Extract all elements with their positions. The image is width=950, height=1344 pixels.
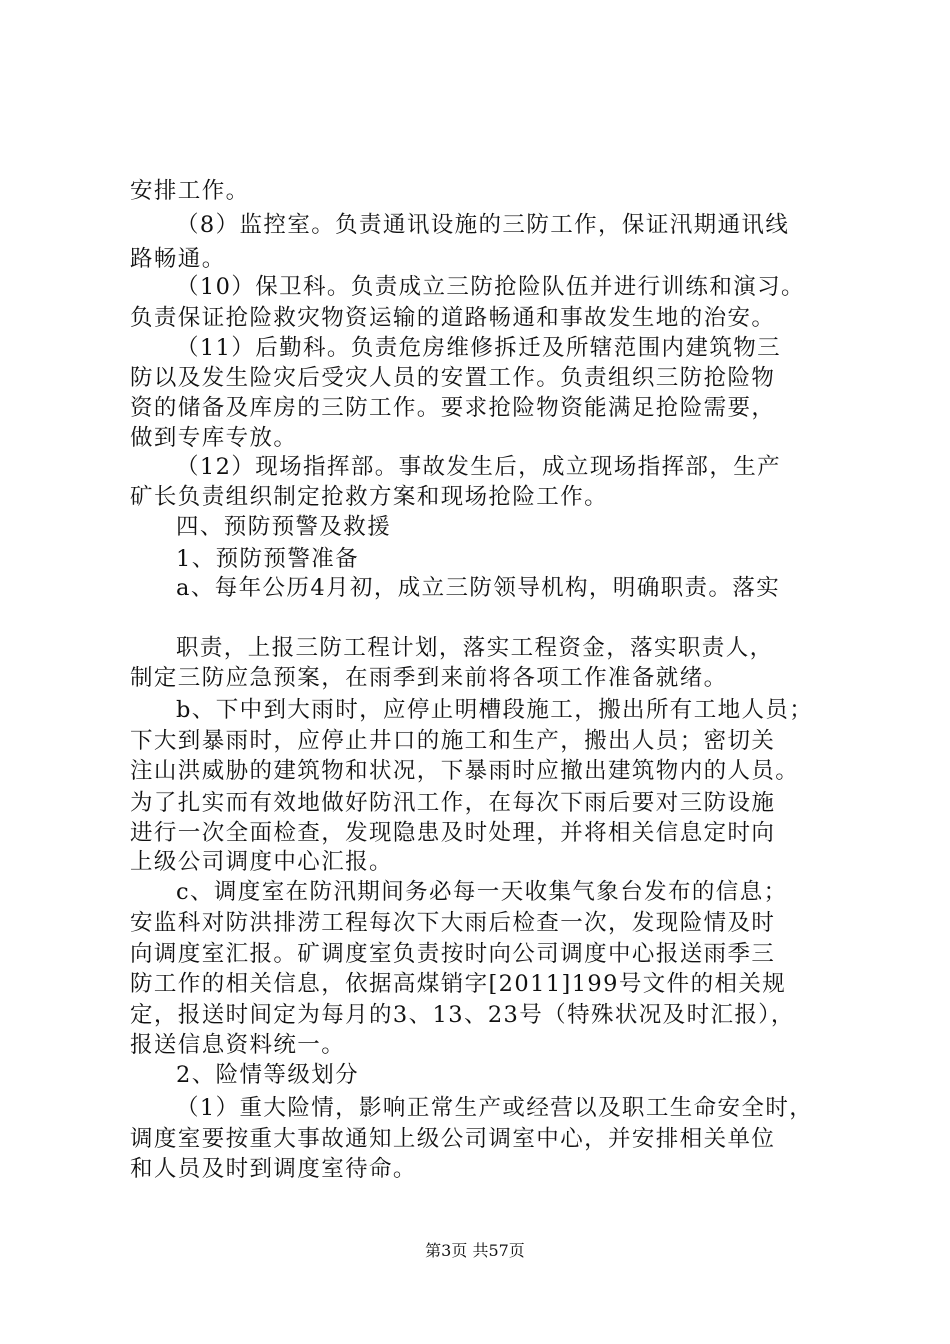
text-line: （11）后勤科。负责危房维修拆迁及所辖范围内建筑物三 bbox=[176, 335, 782, 361]
subsection-heading: 1、预防预警准备 bbox=[176, 546, 360, 572]
text-line: a、每年公历4月初，成立三防领导机构，明确职责。落实 bbox=[176, 575, 781, 601]
text-line: （10）保卫科。负责成立三防抢险队伍并进行训练和演习。 bbox=[176, 274, 805, 300]
text-line: 做到专库专放。 bbox=[130, 425, 298, 451]
text-line: 资的储备及库房的三防工作。要求抢险物资能满足抢险需要， bbox=[130, 395, 776, 421]
text-line: 进行一次全面检查，发现隐患及时处理，并将相关信息定时向 bbox=[130, 820, 776, 846]
text-line: （12）现场指挥部。事故发生后，成立现场指挥部，生产 bbox=[176, 454, 782, 480]
text-line: 防工作的相关信息，依据高煤销字[2011]199号文件的相关规 bbox=[130, 971, 787, 997]
text-line: 矿长负责组织制定抢救方案和现场抢险工作。 bbox=[130, 484, 609, 510]
text-line: 防以及发生险灾后受灾人员的安置工作。负责组织三防抢险物 bbox=[130, 365, 776, 391]
text-line: 调度室要按重大事故通知上级公司调室中心，并安排相关单位 bbox=[130, 1126, 776, 1152]
text-line: 负责保证抢险救灾物资运输的道路畅通和事故发生地的治安。 bbox=[130, 305, 776, 331]
text-line: 向调度室汇报。矿调度室负责按时向公司调度中心报送雨季三 bbox=[130, 941, 776, 967]
text-line: 注山洪威胁的建筑物和状况，下暴雨时应撤出建筑物内的人员。 bbox=[130, 758, 800, 784]
text-line: （8）监控室。负责通讯设施的三防工作，保证汛期通讯线 bbox=[176, 212, 790, 238]
text-line: 下大到暴雨时，应停止井口的施工和生产，搬出人员；密切关 bbox=[130, 728, 776, 754]
section-heading: 四、预防预警及救援 bbox=[176, 514, 392, 540]
text-line: （1）重大险情，影响正常生产或经营以及职工生命安全时， bbox=[176, 1095, 814, 1121]
subsection-heading: 2、险情等级划分 bbox=[176, 1062, 360, 1088]
text-line: 报送信息资料统一。 bbox=[130, 1032, 346, 1058]
text-line: 职责，上报三防工程计划，落实工程资金，落实职责人， bbox=[176, 635, 774, 661]
text-line: 路畅通。 bbox=[130, 246, 226, 272]
text-line: 上级公司调度中心汇报。 bbox=[130, 849, 393, 875]
text-line: 为了扎实而有效地做好防汛工作，在每次下雨后要对三防设施 bbox=[130, 790, 776, 816]
text-line: 定，报送时间定为每月的3、13、23号（特殊状况及时汇报）， bbox=[130, 1002, 795, 1028]
text-line: c、调度室在防汛期间务必每一天收集气象台发布的信息； bbox=[176, 879, 788, 905]
text-line: 安排工作。 bbox=[130, 178, 250, 204]
page-number-footer: 第3页 共57页 bbox=[425, 1241, 525, 1260]
text-line: 制定三防应急预案，在雨季到来前将各项工作准备就绪。 bbox=[130, 665, 728, 691]
text-line: 安监科对防洪排涝工程每次下大雨后检查一次，发现险情及时 bbox=[130, 910, 776, 936]
text-line: b、下中到大雨时，应停止明槽段施工，搬出所有工地人员； bbox=[176, 697, 814, 723]
text-line: 和人员及时到调度室待命。 bbox=[130, 1156, 417, 1182]
